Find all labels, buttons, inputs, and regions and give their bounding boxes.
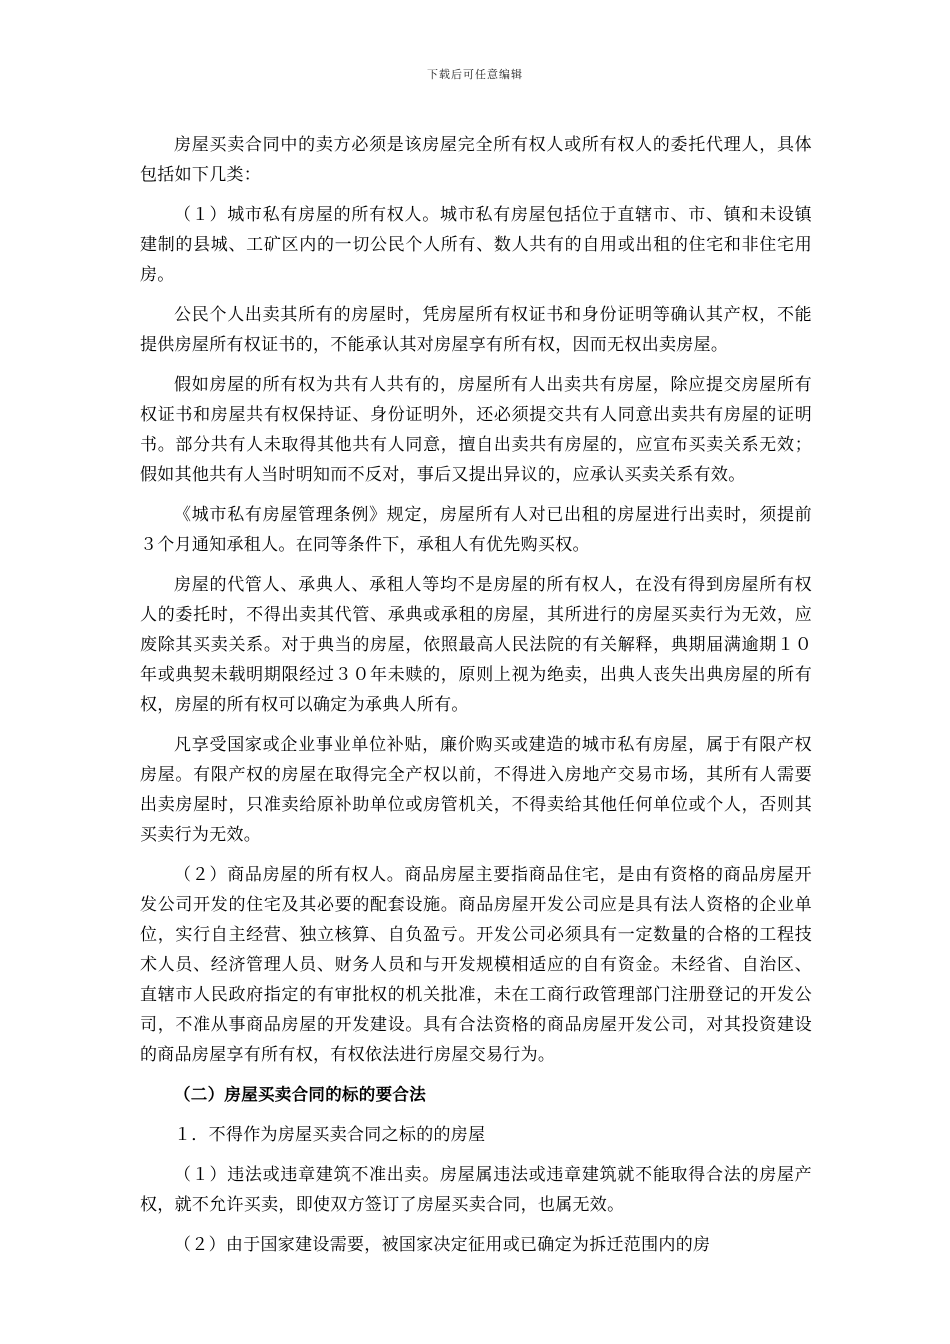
paragraph-regulation: 《城市私有房屋管理条例》规定，房屋所有人对已出租的房屋进行出卖时，须提前３个月通知承租人。在同等条件下，承租人有优先购买权。 <box>140 505 812 555</box>
paragraph-expropriation: （２）由于国家建设需要，被国家决定征用或已确定为拆迁范围内的房 <box>174 1235 711 1255</box>
paragraph-commercial-housing: （２）商品房屋的所有权人。商品房屋主要指商品住宅，是由有资格的商品房屋开发公司开发的住宅及其必要的配套设施。商品房屋开发公司应是具有法人资格的企业单位，实行自主经营、独立核算、自负盈亏。开发公司必须具有一定数量的合格的工程技术人员、经济管理人员、财务人员和与开发规模相适应的自有资金。未经省、自治区、直辖市人民政府指定的有审批权的机关批准，未在工商行政管理部门注册登记的开发公司，不准从事商品房屋的开发建设。具有合法资格的商品房屋开发公司，对其投资建设的商品房屋享有所有权，有权依法进行房屋交易行为。 <box>140 865 812 1065</box>
paragraph-private-owner: （１）城市私有房屋的所有权人。城市私有房屋包括位于直辖市、市、镇和未设镇建制的县城、工矿区内的一切公民个人所有、数人共有的自用或出租的住宅和非住宅用房。 <box>140 205 812 285</box>
page-header-note: 下载后可任意编辑 <box>427 68 523 81</box>
paragraph-custodian: 房屋的代管人、承典人、承租人等均不是房屋的所有权人，在没有得到房屋所有权人的委托时，不得出卖其代管、承典或承租的房屋，其所进行的房屋买卖行为无效，应废除其买卖关系。对于典当的房屋，依照最高人民法院的有关解释，典期届满逾期１０年或典契未载明期限经过３０年未赎的，原则上视为绝卖，出典人丧失出典房屋的所有权，房屋的所有权可以确定为承典人所有。 <box>140 575 812 715</box>
document-body <box>140 130 812 1270</box>
paragraph-personal-sale: 公民个人出卖其所有的房屋时，凭房屋所有权证书和身份证明等确认其产权，不能提供房屋所有权证书的，不能承认其对房屋享有所有权，因而无权出卖房屋。 <box>140 305 812 355</box>
paragraph-limited-property: 凡享受国家或企业事业单位补贴，廉价购买或建造的城市私有房屋，属于有限产权房屋。有限产权的房屋在取得完全产权以前，不得进入房地产交易市场，其所有人需要出卖房屋时，只准卖给原补助单位或房管机关，不得卖给其他任何单位或个人，否则其买卖行为无效。 <box>140 735 812 845</box>
subsection-heading: １．不得作为房屋买卖合同之标的的房屋 <box>174 1125 486 1145</box>
paragraph-co-ownership: 假如房屋的所有权为共有人共有的，房屋所有人出卖共有房屋，除应提交房屋所有权证书和房屋共有权保持证、身份证明外，还必须提交共有人同意出卖共有房屋的证明书。部分共有人未取得其他共有人同意，擅自出卖共有房屋的，应宣布买卖关系无效；假如其他共有人当时明知而不反对，事后又提出异议的，应承认买卖关系有效。 <box>140 375 812 485</box>
paragraph-seller-requirement: 房屋买卖合同中的卖方必须是该房屋完全所有权人或所有权人的委托代理人，具体包括如下几类： <box>140 135 812 185</box>
section-heading: （二）房屋买卖合同的标的要合法 <box>174 1085 426 1104</box>
paragraph-illegal-building: （１）违法或违章建筑不准出卖。房屋属违法或违章建筑就不能取得合法的房屋产权，就不允许买卖，即使双方签订了房屋买卖合同，也属无效。 <box>140 1165 812 1215</box>
